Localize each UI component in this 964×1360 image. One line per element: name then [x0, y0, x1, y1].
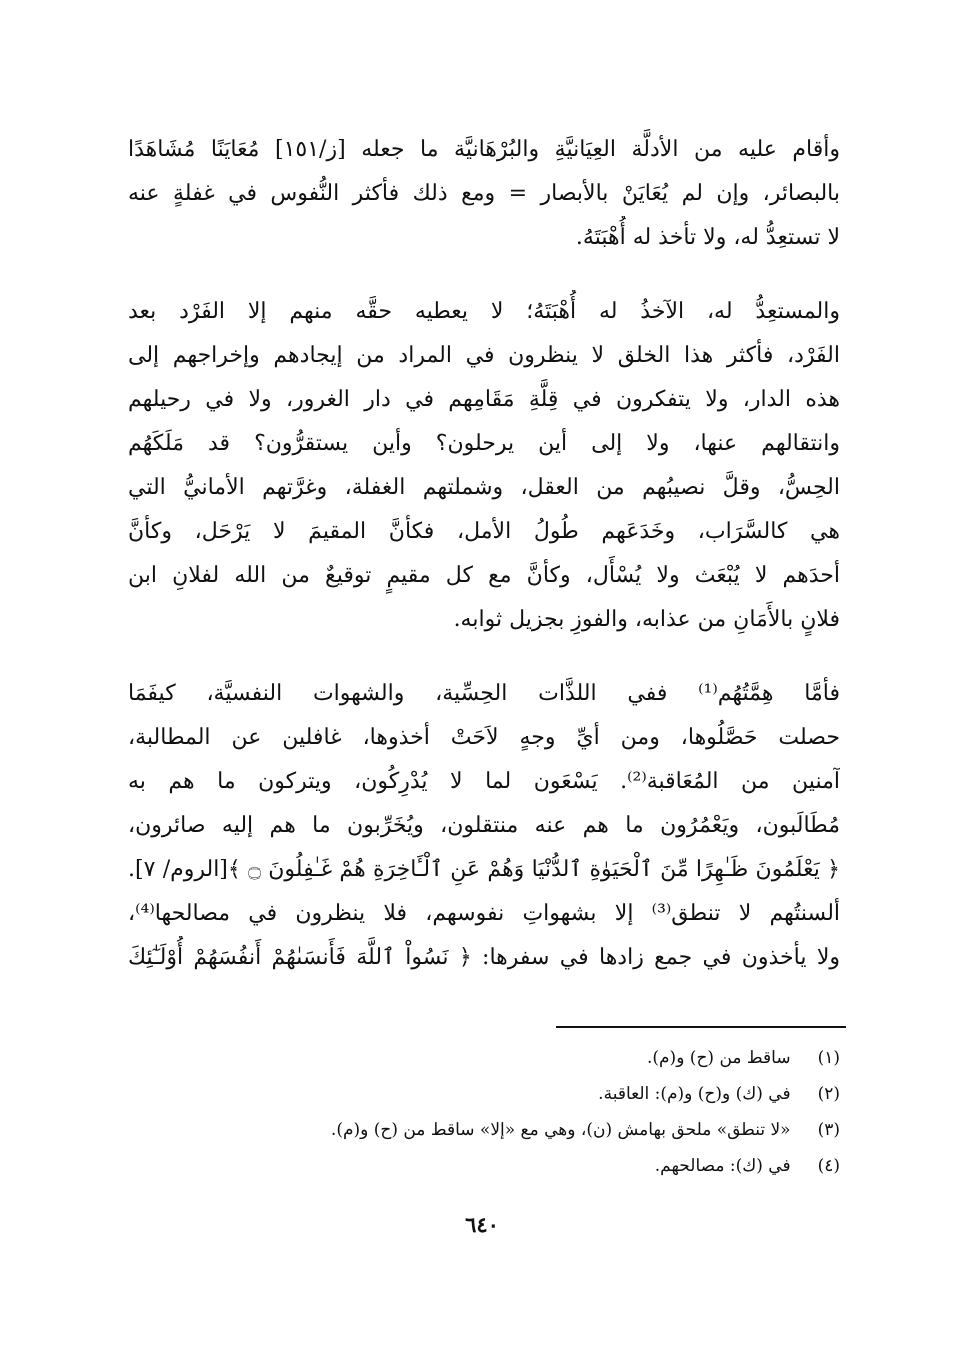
page-number: ٦٤٠: [465, 1212, 499, 1237]
footnote-3: [128, 1112, 840, 1148]
footnote-text: ساقط من (ح) و(م).: [647, 1048, 791, 1068]
text-line: فأمَّا هِمَّتُهُم⁽¹⁾ ففي اللذَّات الحِسِّية، والشهوات النفسيَّة، كيفَمَا: [128, 681, 840, 706]
text-line: والمستعِدُّ له، الآخذُ له أُهْبَتَهُ؛ لا يعطيه حقَّه منهم إلا الفَرْد بعد: [128, 299, 840, 324]
footnote-number: (٤): [817, 1156, 840, 1176]
footnote-number: (٣): [817, 1120, 840, 1140]
text-line: أحدَهم لا يُبْعَث ولا يُسْأَل، وكأنَّ مع كل مقيمٍ توقيعٌ من الله لفلانِ ابن: [128, 563, 840, 588]
footnote-number: (١): [817, 1048, 840, 1068]
text-line: وأقام عليه من الأدلَّة العِيَانيَّةِ والبُرْهَانيَّة ما جعله [ز/١٥١] مُعَايَنًا مُشَاهَدًا: [128, 137, 840, 162]
footnote-2: [128, 1076, 840, 1112]
footnote-text: في (ك) و(ح) و(م): العاقبة.: [598, 1084, 791, 1104]
footnote-number: (٢): [817, 1084, 840, 1104]
paragraph-2: [128, 290, 840, 642]
paragraph-3: [128, 672, 840, 980]
footnote-text: «لا تنطق» ملحق بهامش (ن)، وهي مع «إلا» ساقط من (ح) و(م).: [330, 1120, 791, 1140]
footnote-text: في (ك): مصالحهم.: [654, 1156, 791, 1176]
text-line: ألسنتُهم لا تنطق⁽³⁾ إلا بشهواتِ نفوسهم، فلا ينظرون في مصالحها⁽⁴⁾،: [128, 901, 840, 926]
text-line: الحِسُّ، وقلَّ نصيبُهم من العقل، وشملتهم الغفلة، وغرَّتهم الأمانيُّ التي: [128, 475, 840, 500]
text-line: حصلت حَصَّلُوها، ومن أيِّ وجهٍ لاَحَتْ أخذوها، غافلين عن المطالبة،: [128, 725, 840, 750]
footnote-1: [128, 1040, 840, 1076]
text-line: فلانٍ بالأَمَانِ من عذابه، والفوزِ بجزيل ثوابه.: [453, 607, 840, 632]
text-line: ولا يأخذون في جمع زادها في سفرها: ﴿ نَسُواْ ٱللَّهَ فَأَنسَىٰهُمْ أَنفُسَهُمْ أُوْلَـٰٓئِكَ: [128, 945, 840, 970]
text-line: لا تستعِدُّ له، ولا تأخذ له أُهْبَتَهُ.: [575, 225, 840, 250]
text-line: الفَرْد، فأكثر هذا الخلق لا ينظرون في المراد من إيجادهم وإخراجهم إلى: [128, 343, 840, 368]
text-line: هذه الدار، ولا يتفكرون في قِلَّةِ مَقَامِهم في دار الغرور، ولا في رحيلهم: [128, 387, 840, 412]
quran-verse-line: ﴿ يَعْلَمُونَ ظَـٰهِرًا مِّنَ ٱلْحَيَوٰةِ ٱلدُّنْيَا وَهُمْ عَنِ ٱلْـَٔاخِرَةِ هُمْ غَـٰفِلُونَ ۝ ﴾[الروم/ ٧].: [128, 857, 840, 882]
footnote-divider: [556, 1026, 846, 1028]
footnotes: [128, 1040, 840, 1184]
text-line: آمنين من المُعَاقبة⁽²⁾. يَسْعَون لما لا يُدْرِكُون، ويتركون ما هم به: [128, 769, 840, 794]
text-line: وانتقالهم عنها، ولا إلى أين يرحلون؟ وأين يستقرُّون؟ قد مَلَكَهُم: [128, 431, 840, 456]
text-line: بالبصائر، وإن لم يُعَايَنْ بالأبصار = ومع ذلك فأكثر النُّفوس في غفلةٍ عنه: [128, 181, 840, 206]
paragraph-1: [128, 128, 840, 260]
text-line: مُطَالَبون، ويَعْمُرُون ما هم عنه منتقلون، ويُخَرِّبون ما هم إليه صائرون،: [128, 813, 840, 838]
footnote-4: [128, 1148, 840, 1184]
text-line: هي كالسَّرَاب، وخَدَعَهم طُولُ الأمل، فكأنَّ المقيمَ لا يَرْحَل، وكأنَّ: [128, 519, 840, 544]
